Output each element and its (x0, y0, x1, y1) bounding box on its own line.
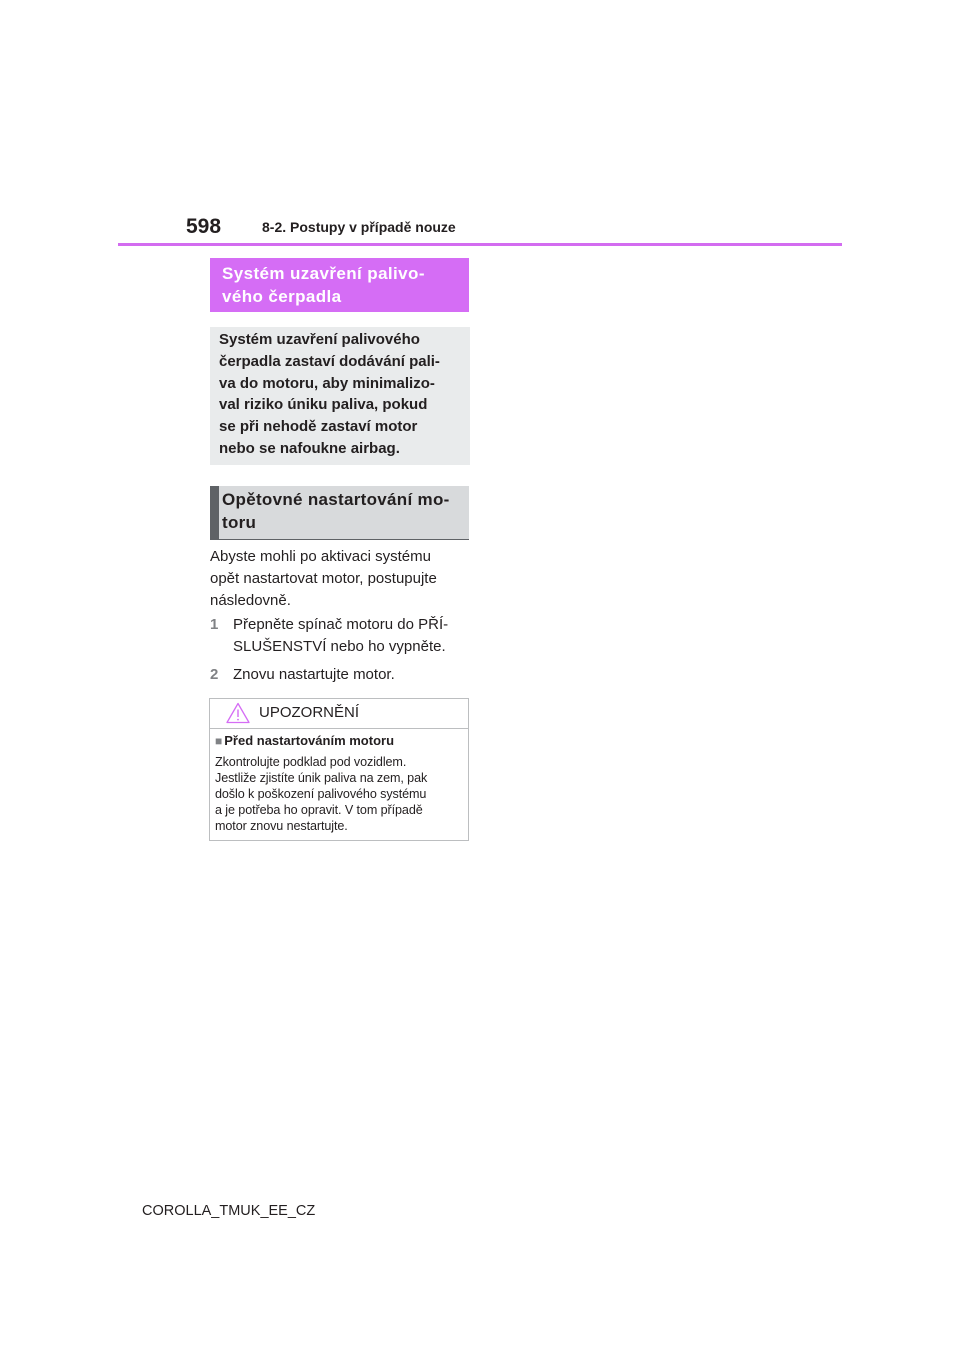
restart-heading (210, 486, 469, 540)
restart-body (210, 546, 472, 612)
warning-line: motor znovu nestartujte. (215, 819, 348, 833)
restart-body-line: Abyste mohli po aktivaci systému (210, 548, 431, 565)
footer-code: COROLLA_TMUK_EE_CZ (142, 1203, 316, 1219)
banner-title-line-1: Systém uzavření palivo- (222, 264, 425, 283)
intro-line: nebo se nafoukne airbag. (219, 439, 400, 457)
intro-line: va do motoru, aby minimalizo- (219, 374, 435, 392)
warning-line: Zkontrolujte podklad pod vozidlem. (215, 755, 407, 769)
page-number: 598 (186, 215, 222, 238)
step-number: 1 (210, 616, 219, 633)
warning-body (210, 729, 468, 834)
step-text (233, 664, 395, 686)
step-text-line: SLUŠENSTVÍ nebo ho vypněte. (233, 638, 446, 655)
intro-line: se při nehodě zastaví motor (219, 418, 418, 436)
warning-line: Jestliže zjistíte únik paliva na zem, pak (215, 771, 428, 785)
warning-triangle-icon (226, 702, 250, 729)
step-text (233, 614, 448, 658)
restart-body-line: opět nastartovat motor, postupujte (210, 570, 437, 587)
step-item (210, 664, 472, 686)
warning-line: a je potřeba ho opravit. V tom případě (215, 803, 423, 817)
warning-header (210, 699, 468, 729)
square-bullet-icon: ■ (215, 734, 223, 748)
header-rule (118, 243, 842, 246)
intro-box (210, 327, 470, 465)
step-number: 2 (210, 666, 219, 683)
warning-subtitle (215, 732, 462, 750)
warning-subtitle-text: Před nastartováním motoru (224, 733, 395, 748)
intro-line: val riziko úniku paliva, pokud (219, 396, 428, 414)
restart-heading-line-1: Opětovné nastartování mo- (222, 490, 450, 509)
warning-box (209, 698, 469, 841)
restart-steps (210, 614, 472, 692)
restart-body-line: následovně. (210, 592, 291, 609)
step-text-line: Znovu nastartujte motor. (233, 666, 395, 683)
step-text-line: Přepněte spínač motoru do PŘÍ- (233, 616, 449, 633)
warning-text (215, 754, 462, 834)
warning-line: došlo k poškození palivového systému (215, 787, 427, 801)
banner-title-line-2: vého čerpadla (222, 287, 342, 306)
warning-title: UPOZORNĚNÍ (259, 704, 360, 721)
banner-fuel-pump-cutoff (210, 258, 469, 312)
section-title: 8-2. Postupy v případě nouze (262, 219, 456, 235)
step-item (210, 614, 472, 658)
intro-line: Systém uzavření palivového (219, 331, 420, 348)
intro-line: čerpadla zastaví dodávání pali- (219, 352, 440, 370)
restart-heading-line-2: toru (222, 513, 257, 532)
